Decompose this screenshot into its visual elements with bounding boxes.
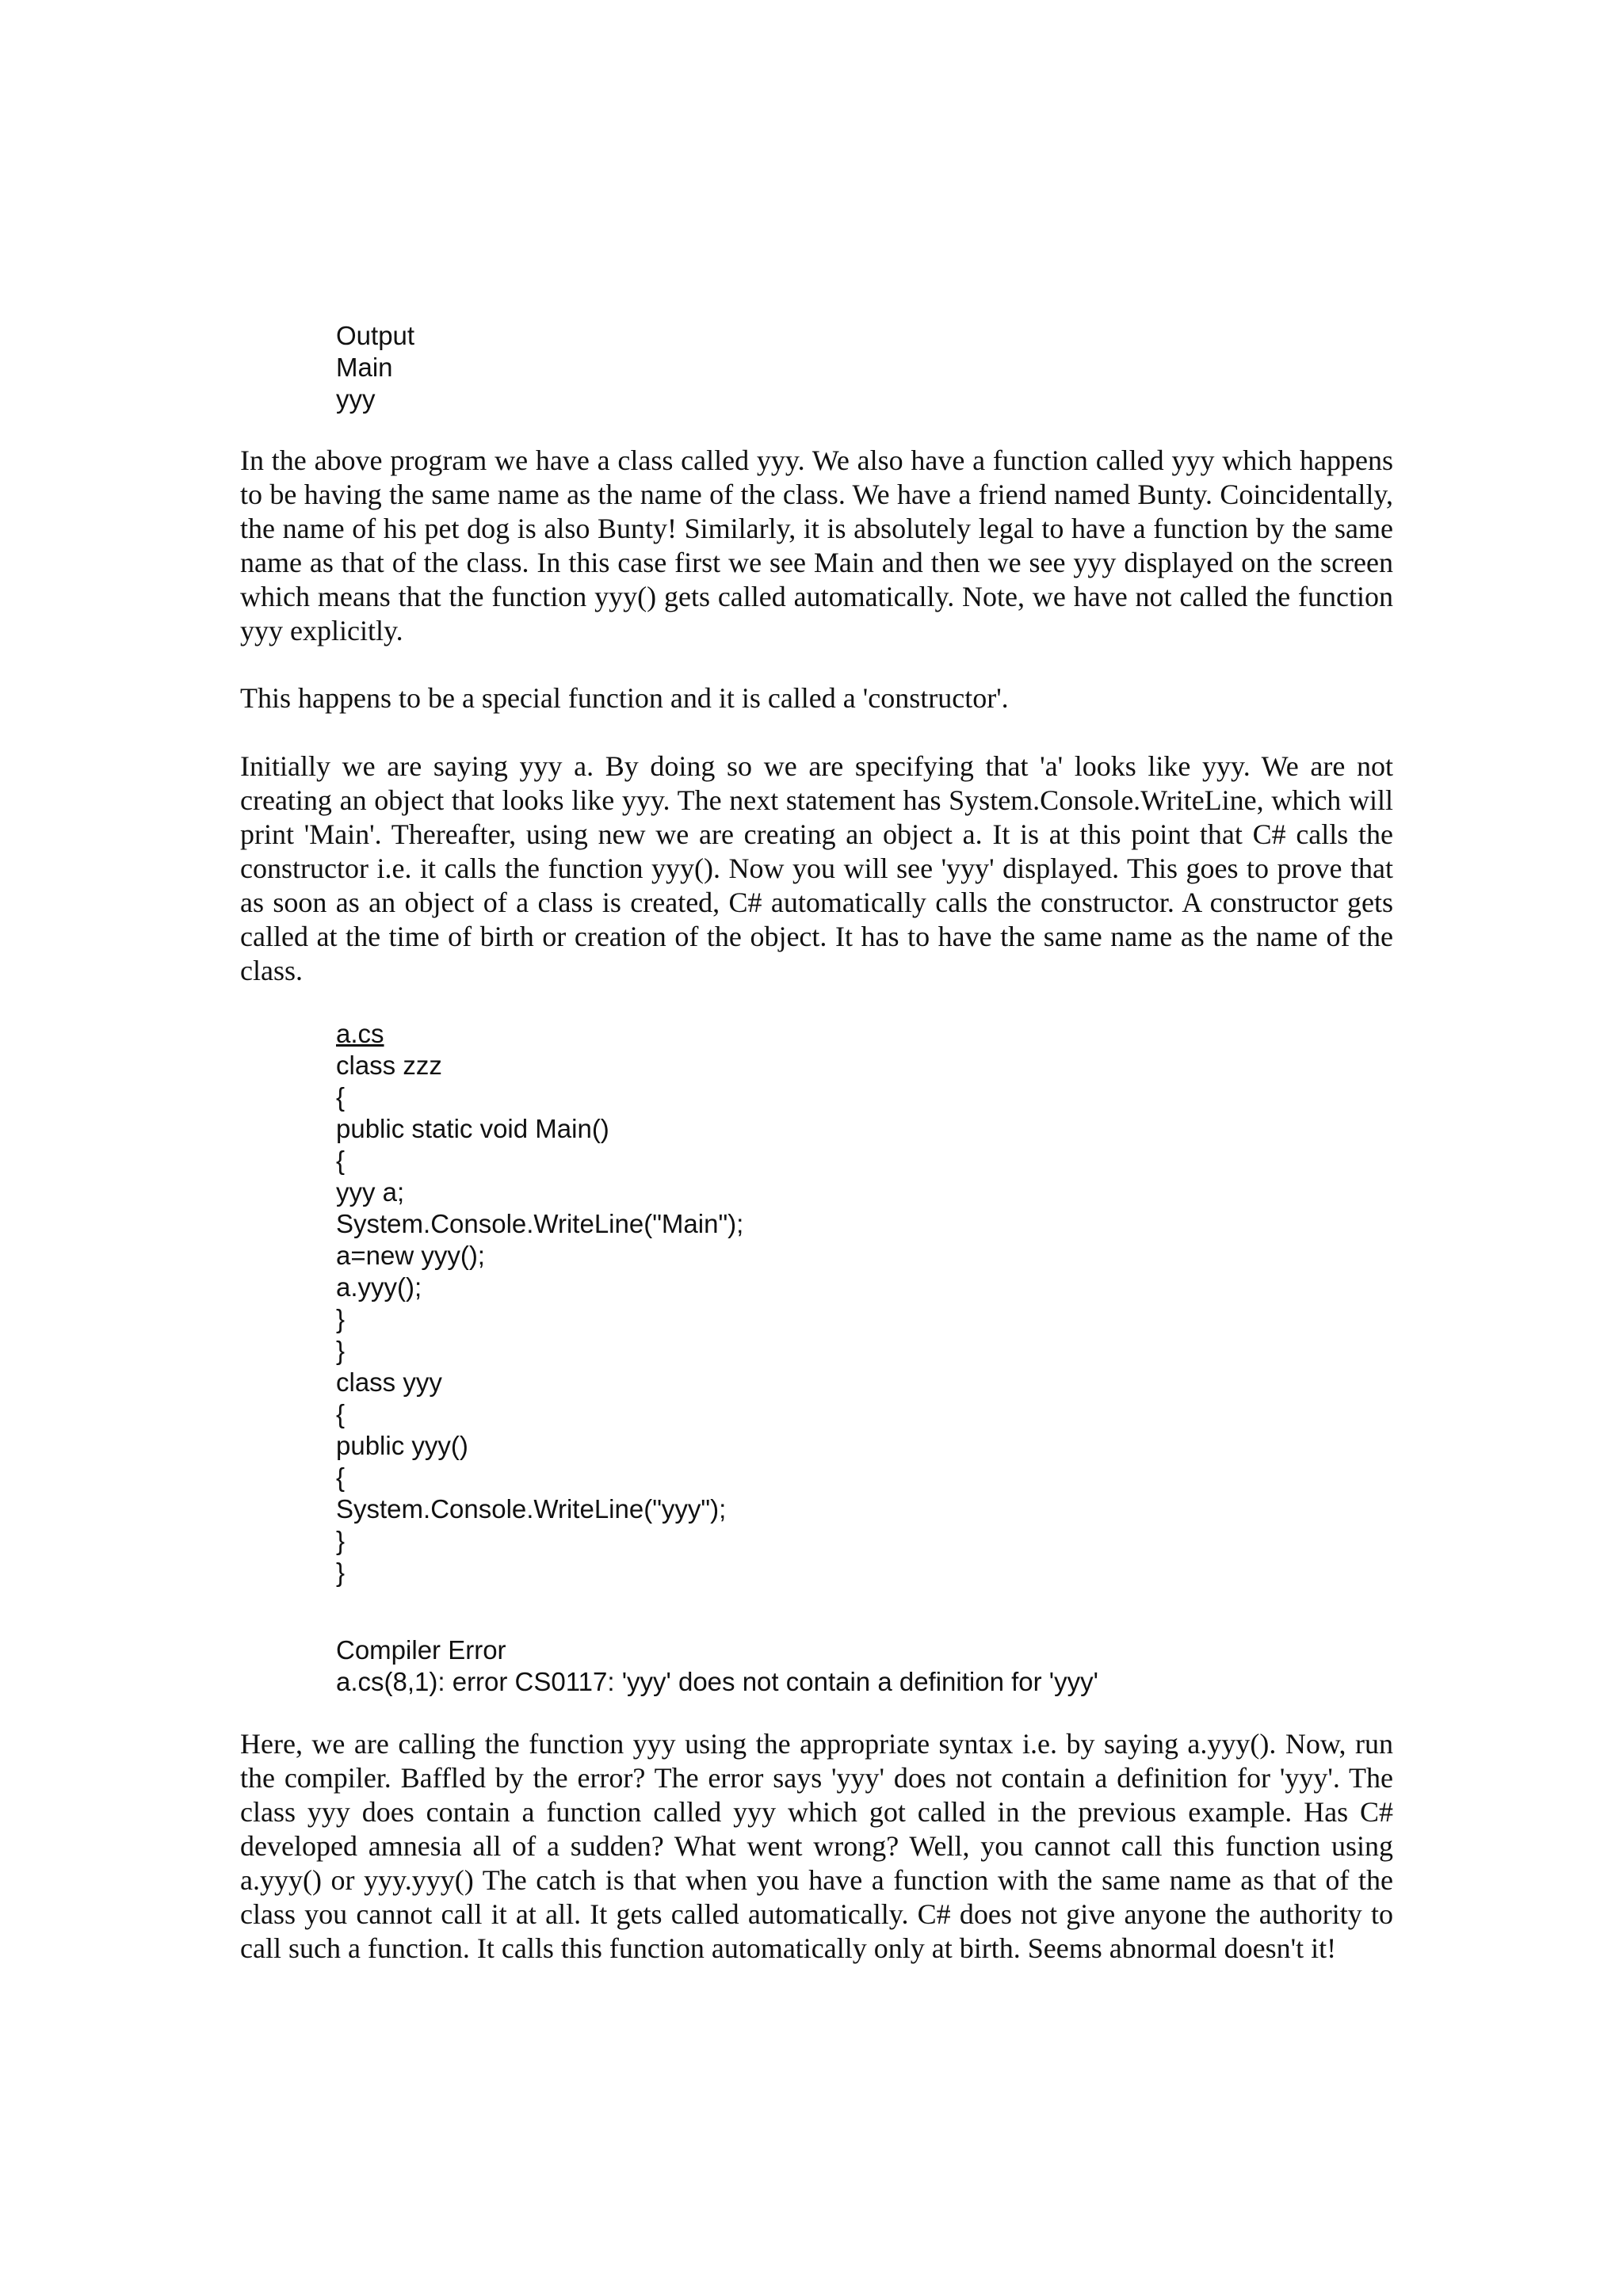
code-line: { (336, 1146, 346, 1175)
compiler-error-message: a.cs(8,1): error CS0117: 'yyy' does not contain a definition for 'yyy' (336, 1667, 1098, 1696)
code-line: class yyy (336, 1367, 442, 1397)
compiler-error-block (336, 1634, 1098, 1698)
code-line: yyy a; (336, 1177, 405, 1207)
code-line: } (336, 1304, 346, 1333)
body-paragraph: Initially we are saying yyy a. By doing so we are specifying that 'a' looks like yyy. We are not creating an object that looks like yyy. The next statement has System.Console.WriteLine, which will print 'Main'. Thereafter, using new we are creating an object a. It is at this point that C# calls the constructor i.e. it calls the function yyy(). Now you will see 'yyy' displayed. This goes to prove that as soon as an object of a class is created, C# automatically calls the constructor. A constructor gets called at the time of birth or creation of the object. It has to have the same name as the name of the class. (240, 750, 1393, 986)
code-line: a=new yyy(); (336, 1241, 485, 1270)
code-listing (336, 1018, 743, 1589)
code-line: public yyy() (336, 1431, 468, 1460)
output-line: yyy (336, 384, 376, 414)
body-paragraph: This happens to be a special function and it is called a 'constructor'. (240, 682, 1009, 714)
code-line: public static void Main() (336, 1114, 609, 1143)
code-line: { (336, 1463, 346, 1492)
code-line: } (336, 1526, 346, 1555)
code-filename: a.cs (336, 1019, 384, 1048)
program-output-block (336, 320, 414, 415)
code-line: System.Console.WriteLine("yyy"); (336, 1494, 727, 1524)
code-line: { (336, 1399, 346, 1428)
code-line: { (336, 1082, 346, 1112)
code-line: a.yyy(); (336, 1272, 422, 1302)
compiler-error-heading: Compiler Error (336, 1635, 506, 1665)
code-line: class zzz (336, 1051, 442, 1080)
output-heading: Output (336, 321, 415, 350)
output-line: Main (336, 353, 393, 382)
body-paragraph: In the above program we have a class called yyy. We also have a function called yyy which happens to be having the same name as the name of the class. We have a friend named Bunty. Coincidentally, the name of his pet dog is also Bunty! Similarly, it is absolutely legal to have a function by the same name as that of the class. In this case first we see Main and then we see yyy displayed on the screen which means that the function yyy() gets called automatically. Note, we have not called the function yyy explicitly. (240, 444, 1393, 646)
code-line: System.Console.WriteLine("Main"); (336, 1209, 744, 1238)
code-line: } (336, 1336, 346, 1365)
code-line: } (336, 1558, 346, 1587)
body-paragraph: Here, we are calling the function yyy using the appropriate syntax i.e. by saying a.yyy(). Now, run the compiler. Baffled by the error? The error says 'yyy' does not contain a definition for 'yyy'. The class yyy does contain a function called yyy which got called in the previous example. Has C# developed amnesia all of a sudden? What went wrong? Well, you cannot call this function using a.yyy() or yyy.yyy() The catch is that when you have a function with the same name as that of the class you cannot call it at all. It gets called automatically. C# does not give anyone the authority to call such a function. It calls this function automatically only at birth. Seems abnormal doesn't it! (240, 1728, 1393, 1964)
